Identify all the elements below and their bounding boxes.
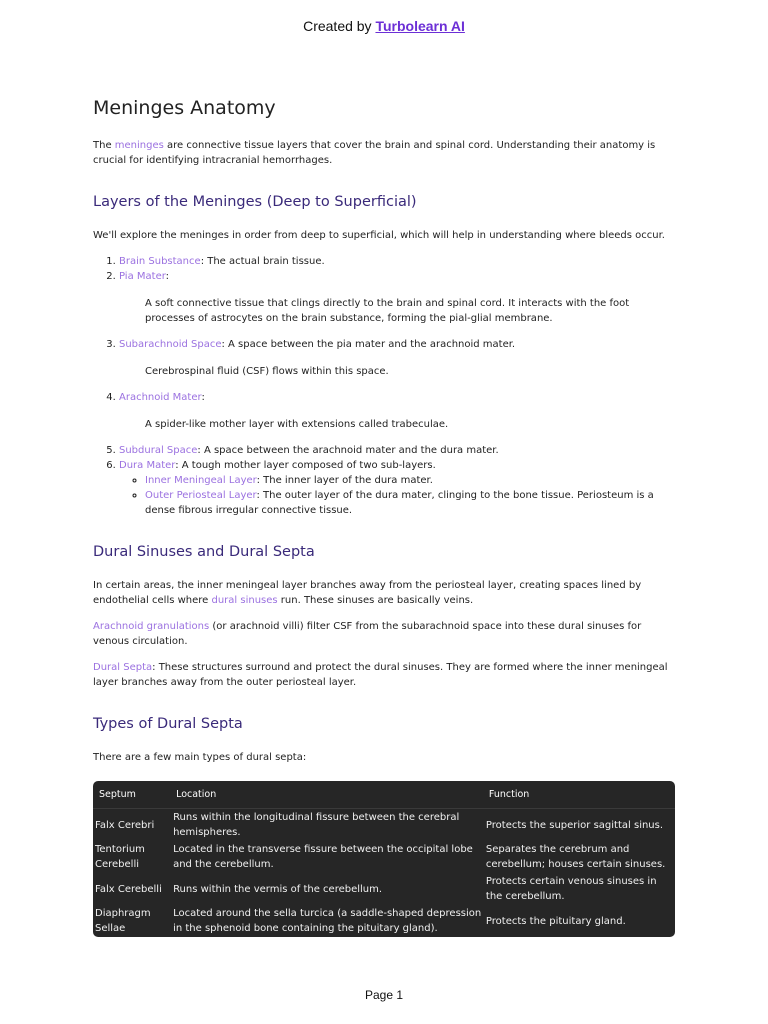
table-cell: Separates the cerebrum and cerebellum; houses certain sinuses. [485, 844, 666, 870]
layers-heading: Layers of the Meninges (Deep to Superficial) [93, 194, 417, 210]
table-cell: Runs within the vermis of the cerebellum. [173, 883, 383, 895]
table-cell: Runs within the longitudinal fissure between the cerebral hemispheres. [173, 812, 460, 838]
table-cell: Located around the sella turcica (a saddle-shaped depression in the sphenoid bone containing the pituitary gland). [173, 908, 482, 934]
term-meninges: meninges [114, 140, 164, 151]
created-by-label: Created by [303, 18, 376, 34]
document-body [93, 96, 675, 937]
term-dural-sinuses: dural sinuses [211, 595, 278, 606]
dura-sublayer-list [119, 473, 675, 518]
intro-paragraph: The meninges are connective tissue layers that cover the brain and spinal cord. Understanding their anatomy is crucial for identifying intracranial hemorrhages. [93, 140, 656, 166]
table-cell: Located in the transverse fissure between the occipital lobe and the cerebellum. [173, 844, 473, 870]
granulations-paragraph: Arachnoid granulations (or arachnoid villi) filter CSF from the subarachnoid space into these dural sinuses for venous circulation. [93, 621, 642, 647]
arachnoid-detail: A spider-like mother layer with extensions called trabeculae. [145, 419, 449, 430]
table-cell: Protects certain venous sinuses in the cerebellum. [485, 876, 657, 902]
table-cell: Falx Cerebri [95, 819, 155, 831]
table-row [93, 841, 675, 873]
column-header: Location [172, 781, 485, 809]
list-item: 5. Subdural Space: A space between the arachnoid mater and the dura mater. [119, 443, 675, 458]
table-row [93, 873, 675, 905]
table-cell: Tentorium Cerebelli [95, 844, 145, 870]
table-header-row [93, 781, 675, 809]
table-cell: Diaphragm Sellae [95, 908, 151, 934]
term-dural-septa: Dural Septa [93, 662, 153, 673]
pia-mater-detail: A soft connective tissue that clings directly to the brain and spinal cord. It interacts with the foot processes of astrocytes on the brain substance, forming the pial-glial membrane. [145, 298, 630, 324]
page-number: Page 1 [364, 988, 404, 1002]
dural-septa-paragraph: Dural Septa: These structures surround and protect the dural sinuses. They are formed where the inner meningeal layer branches away from the outer periosteal layer. [93, 662, 668, 688]
list-item: 4. Arachnoid Mater: A spider-like mother layer with extensions called trabeculae. [119, 390, 675, 432]
septa-lead: There are a few main types of dural septa: [93, 752, 307, 763]
column-header: Septum [93, 781, 172, 809]
sinuses-heading: Dural Sinuses and Dural Septa [93, 544, 315, 560]
list-item: ◦ Inner Meningeal Layer: The inner layer of the dura mater. [145, 473, 675, 488]
sinuses-paragraph: In certain areas, the inner meningeal layer branches away from the periosteal layer, creating spaces lined by endothelial cells where dural sinuses run. These sinuses are basically veins. [93, 580, 642, 606]
list-item: 1. Brain Substance: The actual brain tissue. [119, 254, 675, 269]
list-item: 2. Pia Mater: A soft connective tissue that clings directly to the brain and spinal cord. It interacts with the foot processes of astrocytes on the brain substance, forming the pial-glial membrane. [119, 269, 675, 326]
table-row [93, 809, 675, 841]
layers-lead: We'll explore the meninges in order from deep to superficial, which will help in understanding where bleeds occur. [93, 230, 665, 241]
layers-list [93, 254, 675, 518]
list-item: ◦ Outer Periosteal Layer: The outer layer of the dura mater, clinging to the bone tissue. Periosteum is a dense fibrous irregular connective tissue. [145, 488, 675, 518]
septa-heading: Types of Dural Septa [93, 716, 243, 732]
table-cell: Falx Cerebelli [95, 883, 162, 895]
column-header: Function [485, 781, 675, 809]
list-item: 3. Subarachnoid Space: A space between the pia mater and the arachnoid mater. Cerebrospinal fluid (CSF) flows within this space. [119, 337, 675, 379]
subarachnoid-detail: Cerebrospinal fluid (CSF) flows within this space. [145, 366, 389, 377]
list-item: 6. Dura Mater: A tough mother layer composed of two sub-layers. ◦ Inner Meningeal Layer: The inner layer of the dura mater. ◦ Outer Periosteal Layer: The outer layer of the dura mater, clinging to the bone tissue. Periosteum is a dense fibrous irregular connective tissue. [119, 458, 675, 518]
table-cell: Protects the superior sagittal sinus. [485, 819, 664, 831]
page-title: Meninges Anatomy [93, 97, 276, 119]
page-header [0, 18, 768, 34]
term-arachnoid-granulations: Arachnoid granulations [93, 621, 210, 632]
table-cell: Protects the pituitary gland. [485, 915, 626, 927]
turbolearn-link[interactable]: Turbolearn AI [375, 18, 465, 34]
table-row [93, 905, 675, 937]
dural-septa-table [93, 781, 675, 937]
